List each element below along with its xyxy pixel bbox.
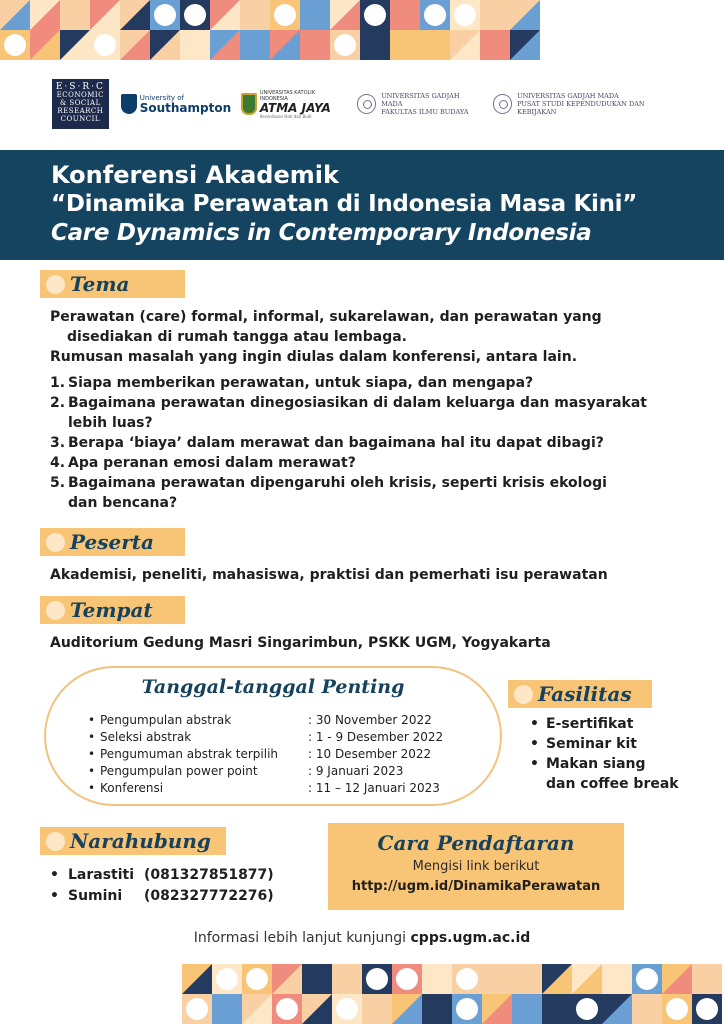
pattern-tile <box>662 994 692 1024</box>
circle-shape <box>216 968 238 990</box>
pattern-tile <box>510 30 540 60</box>
circle-shape <box>274 4 296 26</box>
pattern-tile <box>300 30 330 60</box>
list-item: • Seminar kit <box>530 736 637 752</box>
pattern-tile <box>302 964 332 994</box>
date-row: • Pengumpulan power point : 9 Januari 2023 <box>88 763 468 780</box>
pattern-tile <box>302 994 332 1024</box>
pattern-tile <box>512 994 542 1024</box>
pattern-tile <box>212 964 242 994</box>
facilities-list <box>530 714 720 794</box>
pattern-tile <box>90 30 120 60</box>
pattern-tile <box>390 0 420 30</box>
circle-shape <box>696 998 718 1020</box>
pattern-tile <box>602 994 632 1024</box>
pattern-tile <box>392 994 422 1024</box>
pattern-tile <box>632 964 662 994</box>
pattern-tile <box>512 964 542 994</box>
triangle-shape <box>392 994 422 1024</box>
pattern-tile <box>510 0 540 30</box>
triangle-shape <box>510 0 540 30</box>
shield-icon <box>121 94 137 114</box>
pattern-tile <box>330 30 360 60</box>
pattern-tile <box>632 994 662 1024</box>
circle-shape <box>396 968 418 990</box>
pattern-tile <box>182 964 212 994</box>
pattern-tile <box>212 994 242 1024</box>
tempat-text: Auditorium Gedung Masri Singarimbun, PSKK UGM, Yogyakarta <box>50 635 551 651</box>
triangle-shape <box>30 30 60 60</box>
triangle-shape <box>572 964 602 994</box>
pattern-tile <box>572 964 602 994</box>
banner-english-title: Care Dynamics in Contemporary Indonesia <box>51 220 592 246</box>
contact-item: • Larastiti (081327851877) <box>50 867 274 883</box>
pattern-tile <box>332 964 362 994</box>
pattern-tile <box>360 0 390 30</box>
pattern-tile <box>482 964 512 994</box>
triangle-shape <box>182 964 212 994</box>
circle-shape <box>336 998 358 1020</box>
pattern-tile <box>120 30 150 60</box>
triangle-shape <box>242 994 272 1024</box>
southampton-logo: University of Southampton <box>121 94 231 114</box>
pattern-tile <box>450 0 480 30</box>
pattern-tile <box>120 0 150 30</box>
triangle-shape <box>482 964 512 994</box>
pattern-tile <box>542 994 572 1024</box>
banner-title: Konferensi Akademik <box>51 161 339 189</box>
pattern-tile <box>270 0 300 30</box>
section-heading-tempat: Tempat <box>40 596 185 624</box>
triangle-shape <box>542 964 572 994</box>
circle-shape <box>334 34 356 56</box>
date-row: • Seleksi abstrak : 1 - 9 Desember 2022 <box>88 729 468 746</box>
top-decorative-pattern <box>0 0 545 60</box>
partner-logos <box>52 78 682 130</box>
important-dates-title: Tanggal-tanggal Penting <box>141 676 405 698</box>
triangle-shape <box>272 964 302 994</box>
pattern-tile <box>422 964 452 994</box>
section-heading-narahubung: Narahubung <box>40 827 226 855</box>
contact-list <box>50 865 274 907</box>
pattern-tile <box>572 994 602 1024</box>
pattern-tile <box>330 0 360 30</box>
atma-jaya-logo: UNIVERSITAS KATOLIK INDONESIA ATMA JAYA Kecerdasan Hati dan Budi <box>241 90 342 119</box>
date-row: • Pengumuman abstrak terpilih : 10 Desember 2022 <box>88 746 468 763</box>
pattern-tile <box>30 0 60 30</box>
list-item: 2. Bagaimana perawatan dinegosiasikan di dalam keluarga dan masyarakat lebih luas? <box>50 395 647 431</box>
important-dates-panel <box>44 666 502 806</box>
circle-shape <box>456 968 478 990</box>
circle-shape <box>366 968 388 990</box>
bottom-decorative-pattern <box>182 964 724 1024</box>
registration-box <box>328 823 624 910</box>
pattern-tile <box>0 0 30 30</box>
pattern-tile <box>272 964 302 994</box>
pattern-tile <box>692 994 722 1024</box>
circle-icon <box>46 275 65 294</box>
pattern-tile <box>392 964 422 994</box>
circle-shape <box>454 4 476 26</box>
circle-shape <box>636 968 658 990</box>
list-item: • Makan siang dan coffee break <box>530 756 679 792</box>
pattern-tile <box>90 0 120 30</box>
pattern-tile <box>332 994 362 1024</box>
pattern-tile <box>480 30 510 60</box>
pattern-tile <box>300 0 330 30</box>
triangle-shape <box>482 994 512 1024</box>
date-row: • Pengumpulan abstrak : 30 November 2022 <box>88 712 468 729</box>
triangle-shape <box>210 0 240 30</box>
pattern-tile <box>362 994 392 1024</box>
ugm-fib-logo: UNIVERSITAS GADJAH MADA FAKULTAS ILMU BUDAYA <box>357 92 481 116</box>
contact-item: • Sumini (082327772276) <box>50 888 274 904</box>
triangle-shape <box>120 0 150 30</box>
triangle-shape <box>0 0 30 30</box>
circle-shape <box>576 998 598 1020</box>
section-heading-peserta: Peserta <box>40 528 185 556</box>
circle-icon <box>46 533 65 552</box>
triangle-shape <box>120 30 150 60</box>
circle-shape <box>184 4 206 26</box>
triangle-shape <box>150 30 180 60</box>
esrc-logo: E·S·R·C ECONOMIC & SOCIAL RESEARCH COUNCIL <box>52 79 109 129</box>
circle-shape <box>276 998 298 1020</box>
pattern-tile <box>450 30 480 60</box>
pattern-tile <box>480 0 510 30</box>
circle-shape <box>154 4 176 26</box>
pattern-tile <box>362 964 392 994</box>
triangle-shape <box>602 964 632 994</box>
pattern-tile <box>272 994 302 1024</box>
pattern-tile <box>180 0 210 30</box>
list-item: 1. Siapa memberikan perawatan, untuk siapa, dan mengapa? <box>50 375 534 391</box>
circle-shape <box>94 34 116 56</box>
pattern-tile <box>420 30 450 60</box>
ugm-seal-icon <box>493 94 513 114</box>
pattern-tile <box>180 30 210 60</box>
registration-instruction: Mengisi link berikut <box>412 859 540 874</box>
title-banner <box>0 150 724 260</box>
peserta-text: Akademisi, peneliti, mahasiswa, praktisi dan pemerhati isu perawatan <box>50 567 608 583</box>
triangle-shape <box>210 30 240 60</box>
pattern-tile <box>602 964 632 994</box>
pattern-tile <box>692 964 722 994</box>
pattern-tile <box>30 30 60 60</box>
pattern-tile <box>60 0 90 30</box>
list-item: 5. Bagaimana perawatan dipengaruhi oleh krisis, seperti krisis ekologi dan bencana? <box>50 475 607 511</box>
registration-title: Cara Pendaftaran <box>377 831 575 855</box>
triangle-shape <box>330 0 360 30</box>
pattern-tile <box>420 0 450 30</box>
circle-icon <box>514 685 533 704</box>
tema-intro: Perawatan (care) formal, informal, sukarelawan, dan perawatan yang disediakan di rumah tangga atau lembaga. Rumusan masalah yang ingin diulas dalam konferensi, antara lain. <box>50 309 602 365</box>
triangle-shape <box>602 994 632 1024</box>
pattern-tile <box>150 30 180 60</box>
pattern-tile <box>0 30 30 60</box>
circle-icon <box>46 601 65 620</box>
circle-shape <box>666 998 688 1020</box>
pattern-tile <box>242 964 272 994</box>
triangle-shape <box>510 30 540 60</box>
triangle-shape <box>30 0 60 30</box>
tema-question-list <box>50 373 690 513</box>
circle-shape <box>4 34 26 56</box>
list-item: • E-sertifikat <box>530 716 634 732</box>
list-item: 4. Apa peranan emosi dalam merawat? <box>50 455 356 471</box>
triangle-shape <box>480 30 510 60</box>
triangle-shape <box>270 30 300 60</box>
crest-icon <box>241 93 257 115</box>
pattern-tile <box>360 30 390 60</box>
triangle-shape <box>302 994 332 1024</box>
pattern-tile <box>482 994 512 1024</box>
pattern-tile <box>542 964 572 994</box>
pattern-tile <box>150 0 180 30</box>
pattern-tile <box>242 994 272 1024</box>
pattern-tile <box>452 964 482 994</box>
triangle-shape <box>450 30 480 60</box>
circle-shape <box>364 4 386 26</box>
pattern-tile <box>270 30 300 60</box>
pattern-tile <box>452 994 482 1024</box>
section-heading-fasilitas: Fasilitas <box>508 680 652 708</box>
triangle-shape <box>60 30 90 60</box>
ugm-seal-icon <box>357 94 377 114</box>
circle-shape <box>246 968 268 990</box>
date-row: • Konferensi : 11 – 12 Januari 2023 <box>88 780 468 797</box>
pattern-tile <box>60 30 90 60</box>
footer-info: Informasi lebih lanjut kunjungi cpps.ugm.ac.id <box>193 930 531 946</box>
registration-link[interactable]: http://ugm.id/DinamikaPerawatan <box>351 879 601 894</box>
pattern-tile <box>390 30 420 60</box>
pattern-tile <box>240 0 270 30</box>
pattern-tile <box>210 30 240 60</box>
list-item: 3. Berapa ‘biaya’ dalam merawat dan bagaimana hal itu dapat dibagi? <box>50 435 604 451</box>
circle-shape <box>186 998 208 1020</box>
pattern-tile <box>210 0 240 30</box>
pattern-tile <box>182 994 212 1024</box>
banner-subtitle: “Dinamika Perawatan di Indonesia Masa Kini” <box>51 191 638 217</box>
section-heading-tema: Tema <box>40 270 185 298</box>
triangle-shape <box>662 964 692 994</box>
pattern-tile <box>240 30 270 60</box>
circle-shape <box>456 998 478 1020</box>
triangle-shape <box>90 0 120 30</box>
circle-icon <box>46 832 65 851</box>
pattern-tile <box>662 964 692 994</box>
ugm-pskk-logo: UNIVERSITAS GADJAH MADA PUSAT STUDI KEPENDUDUKAN DAN KEBIJAKAN <box>493 92 682 116</box>
circle-shape <box>424 4 446 26</box>
pattern-tile <box>422 994 452 1024</box>
website-link[interactable]: cpps.ugm.ac.id <box>410 930 531 946</box>
